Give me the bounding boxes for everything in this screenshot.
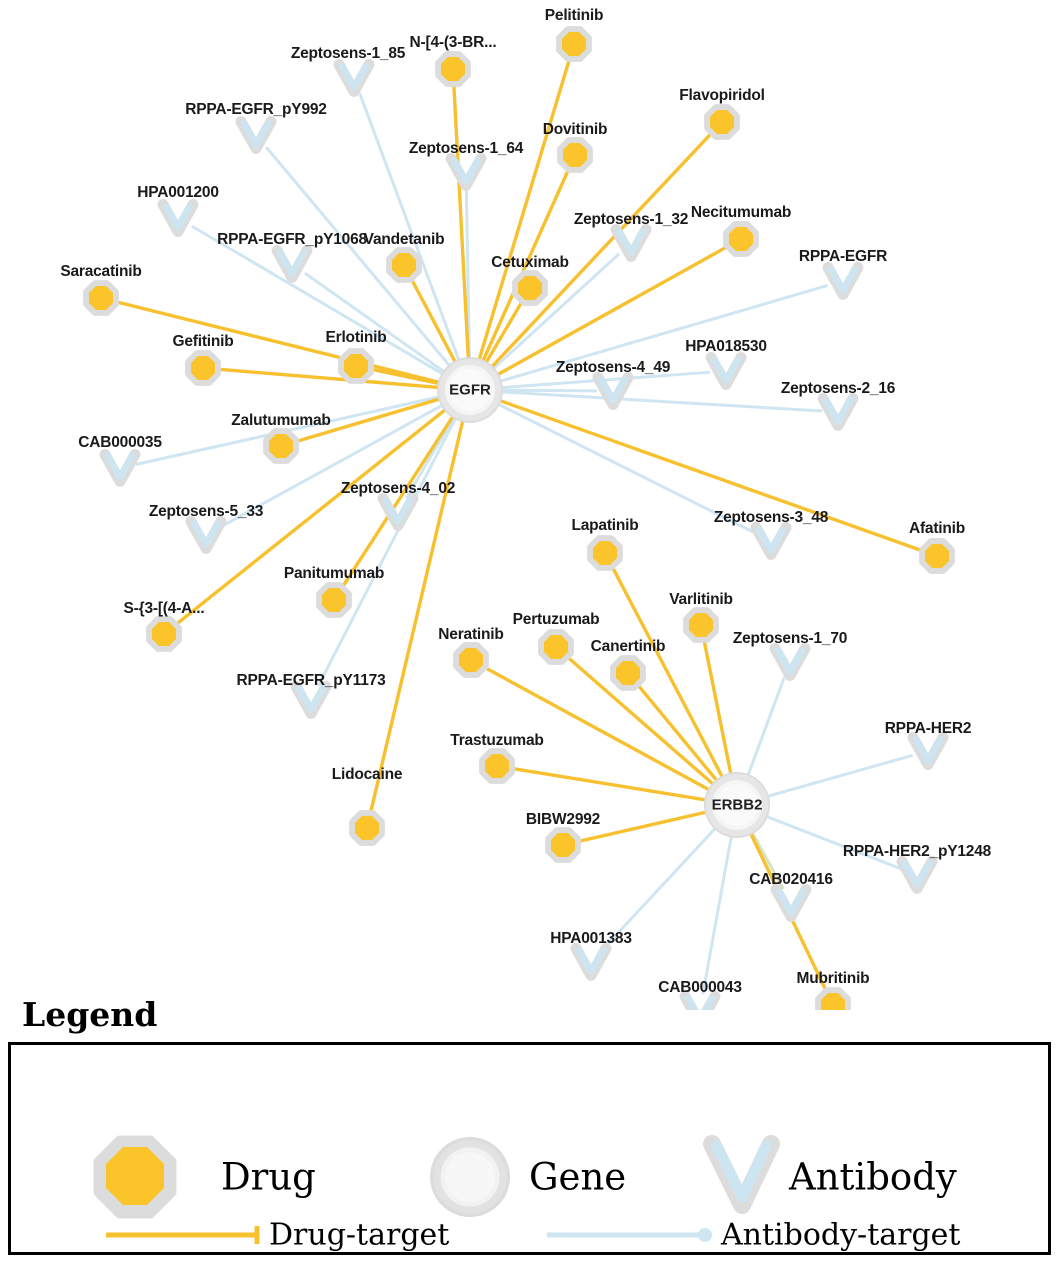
- drug-node[interactable]: [727, 225, 755, 253]
- drug-edge: [491, 133, 712, 368]
- antibody-node[interactable]: [756, 528, 786, 555]
- antibody-node[interactable]: [823, 399, 853, 426]
- drug-label: Mubritinib: [796, 970, 870, 987]
- antibody-node[interactable]: [277, 251, 307, 278]
- antibody-label: Zeptosens-1_70: [732, 630, 848, 647]
- antibody-node[interactable]: [105, 455, 135, 482]
- antibody-node[interactable]: [576, 949, 606, 976]
- drug-node[interactable]: [549, 831, 577, 859]
- drug-node[interactable]: [390, 251, 418, 279]
- antibody-node[interactable]: [339, 65, 369, 92]
- drug-node[interactable]: [708, 108, 736, 136]
- antibody-label: Zeptosens-5_33: [148, 503, 264, 520]
- drug-node[interactable]: [353, 814, 381, 842]
- drug-label: Saracatinib: [60, 263, 142, 280]
- drug-label: Erlotinib: [325, 329, 387, 346]
- antibody-label: CAB000035: [78, 434, 162, 451]
- antibody-edge: [500, 390, 597, 391]
- drug-label: Flavopiridol: [679, 87, 765, 104]
- drug-label: Vandetanib: [363, 231, 445, 248]
- drug-edge: [704, 640, 731, 776]
- antibody-label: Zeptosens-2_16: [780, 380, 896, 397]
- antibody-label: RPPA-HER2_pY1248: [842, 843, 992, 860]
- antibody-label: Zeptosens-4_02: [340, 480, 456, 497]
- gene-label: ERBB2: [711, 796, 763, 814]
- drug-label: Necitumumab: [690, 204, 792, 221]
- antibody-node[interactable]: [296, 687, 326, 714]
- drug-label: Pertuzumab: [512, 611, 600, 628]
- antibody-label: RPPA-EGFR_pY1173: [236, 672, 386, 689]
- antibody-edge: [305, 273, 445, 372]
- antibody-edge: [703, 835, 732, 995]
- antibody-node[interactable]: [616, 230, 646, 257]
- drug-node[interactable]: [439, 55, 467, 83]
- drug-node[interactable]: [267, 432, 295, 460]
- drug-node[interactable]: [560, 30, 588, 58]
- drug-edge: [342, 415, 454, 587]
- antibody-label: Zeptosens-1_64: [408, 140, 524, 157]
- legend-box: [8, 1042, 1051, 1255]
- drug-label: N-[4-(3-BR...: [409, 34, 497, 51]
- drug-node[interactable]: [591, 539, 619, 567]
- drug-edge: [638, 685, 718, 782]
- antibody-node[interactable]: [711, 358, 741, 385]
- drug-node[interactable]: [516, 274, 544, 302]
- antibody-node[interactable]: [775, 649, 805, 676]
- drug-label: Cetuximab: [491, 254, 569, 271]
- drug-node[interactable]: [342, 352, 370, 380]
- drug-node[interactable]: [614, 659, 642, 687]
- legend-label-drug: Drug: [221, 1155, 316, 1199]
- legend-drug-target-edge: [106, 1226, 257, 1244]
- drug-edge: [484, 667, 710, 790]
- antibody-node[interactable]: [163, 205, 193, 232]
- drug-label: Lapatinib: [571, 517, 639, 534]
- drug-label: S-{3-[(4-A...: [123, 600, 205, 617]
- legend-antibody-icon: [711, 1141, 771, 1207]
- antibody-label: RPPA-EGFR_pY992: [185, 101, 327, 118]
- antibody-edge: [766, 755, 913, 796]
- drug-label: BIBW2992: [525, 811, 601, 828]
- antibody-label: RPPA-HER2: [884, 720, 972, 737]
- antibody-node[interactable]: [451, 159, 481, 186]
- drug-node[interactable]: [542, 633, 570, 661]
- antibody-label: Zeptosens-1_32: [573, 211, 689, 228]
- legend-label-antibody-target: Antibody-target: [721, 1217, 961, 1253]
- antibody-label: HPA001200: [137, 184, 219, 201]
- drug-label: Dovitinib: [542, 121, 608, 138]
- legend-gene-icon: [430, 1137, 510, 1217]
- drug-node[interactable]: [87, 284, 115, 312]
- legend: [8, 995, 1051, 1255]
- legend-drug-icon: [99, 1141, 171, 1213]
- gene-label: EGFR: [449, 381, 491, 399]
- antibody-label: CAB000043: [658, 979, 742, 996]
- antibody-label: RPPA-EGFR_pY1068: [217, 231, 367, 248]
- drug-edge: [116, 302, 441, 383]
- antibody-label: HPA001383: [550, 930, 632, 947]
- legend-antibody-target-edge: [547, 1228, 712, 1242]
- drug-edge: [479, 58, 570, 361]
- drug-label: Zalutumumab: [231, 412, 331, 429]
- legend-label-gene: Gene: [529, 1155, 627, 1199]
- legend-label-drug-target: Drug-target: [269, 1217, 450, 1253]
- drug-label: Pelitinib: [544, 7, 604, 24]
- antibody-edge: [747, 677, 784, 777]
- drug-label: Varlitinib: [669, 591, 733, 608]
- drug-label: Trastuzumab: [450, 732, 544, 749]
- legend-title: Legend: [22, 995, 158, 1034]
- antibody-label: RPPA-EGFR: [798, 248, 888, 265]
- antibody-label: Zeptosens-1_85: [290, 45, 406, 62]
- antibody-node[interactable]: [191, 522, 221, 549]
- antibody-node[interactable]: [241, 122, 271, 149]
- antibody-label: HPA018530: [685, 338, 767, 355]
- antibody-node[interactable]: [776, 890, 806, 917]
- drug-node[interactable]: [457, 646, 485, 674]
- drug-node[interactable]: [189, 354, 217, 382]
- antibody-label: CAB020416: [749, 871, 833, 888]
- antibody-node[interactable]: [902, 862, 932, 889]
- drug-node[interactable]: [483, 752, 511, 780]
- drug-label: Canertinib: [590, 638, 666, 655]
- drug-edge: [498, 400, 923, 551]
- drug-label: Lidocaine: [331, 766, 403, 783]
- drug-node[interactable]: [923, 542, 951, 570]
- drug-node[interactable]: [320, 586, 348, 614]
- legend-label-antibody: Antibody: [789, 1155, 957, 1199]
- drug-node[interactable]: [150, 620, 178, 648]
- antibody-edge: [500, 392, 822, 411]
- drug-node[interactable]: [561, 141, 589, 169]
- antibody-node[interactable]: [828, 268, 858, 295]
- antibody-label: Zeptosens-4_49: [555, 359, 671, 376]
- drug-label: Neratinib: [438, 626, 504, 643]
- antibody-label: Zeptosens-3_48: [713, 509, 829, 526]
- drug-label: Afatinib: [908, 520, 966, 537]
- drug-label: Gefitinib: [172, 333, 234, 350]
- drug-node[interactable]: [687, 611, 715, 639]
- drug-label: Panitumumab: [283, 565, 385, 582]
- antibody-node[interactable]: [913, 738, 943, 765]
